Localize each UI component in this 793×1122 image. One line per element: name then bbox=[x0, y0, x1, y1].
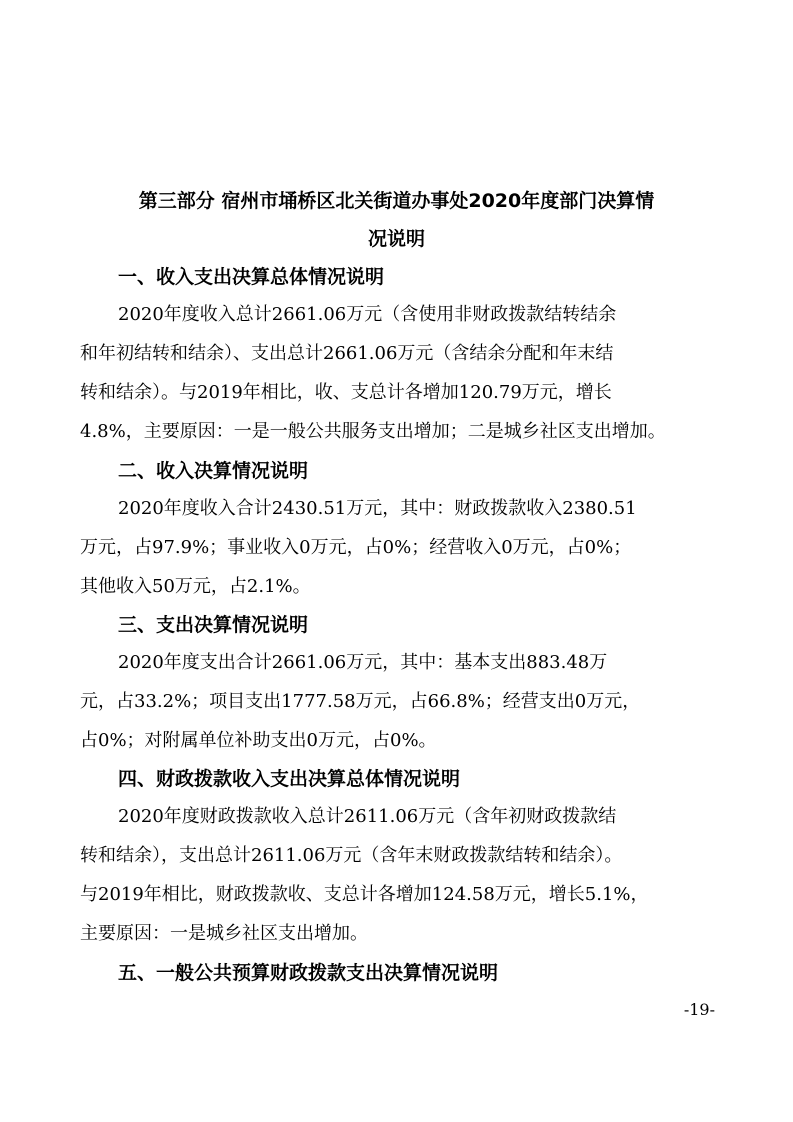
paragraph-line: 万元，占97.9%；事业收入0万元，占0%；经营收入0万元，占0%； bbox=[80, 537, 632, 558]
paragraph-line: 2020年度财政拨款收入总计2611.06万元（含年初财政拨款结 bbox=[118, 806, 617, 827]
page-number: -19- bbox=[683, 1000, 715, 1019]
paragraph-line: 4.8%，主要原因：一是一般公共服务支出增加；二是城乡社区支出增加。 bbox=[80, 421, 666, 442]
paragraph-line: 2020年度支出合计2661.06万元，其中：基本支出883.48万 bbox=[118, 652, 608, 673]
section-heading-4: 四、财政拨款收入支出决算总体情况说明 bbox=[118, 768, 461, 790]
section-heading-5: 五、一般公共预算财政拨款支出决算情况说明 bbox=[118, 962, 499, 984]
document-title-line-1: 第三部分 宿州市埇桥区北关街道办事处2020年度部门决算情 bbox=[138, 190, 655, 212]
paragraph-line: 转和结余）。与2019年相比，收、支总计各增加120.79万元，增长 bbox=[80, 382, 612, 403]
paragraph-line: 主要原因：一是城乡社区支出增加。 bbox=[80, 923, 368, 944]
paragraph-line: 占0%；对附属单位补助支出0万元，占0%。 bbox=[80, 730, 437, 751]
document-title-line-2: 况说明 bbox=[367, 228, 425, 250]
section-heading-3: 三、支出决算情况说明 bbox=[118, 614, 309, 636]
paragraph-line: 转和结余），支出总计2611.06万元（含年末财政拨款结转和结余）。 bbox=[80, 845, 623, 866]
paragraph-line: 和年初结转和结余）、支出总计2661.06万元（含结余分配和年末结 bbox=[80, 343, 614, 364]
paragraph-line: 2020年度收入总计2661.06万元（含使用非财政拨款结转结余 bbox=[118, 304, 617, 325]
section-heading-1: 一、收入支出决算总体情况说明 bbox=[118, 266, 385, 288]
paragraph-line: 元，占33.2%；项目支出1777.58万元，占66.8%；经营支出0万元， bbox=[80, 691, 641, 712]
paragraph-line: 2020年度收入合计2430.51万元，其中：财政拨款收入2380.51 bbox=[118, 498, 637, 519]
paragraph-line: 其他收入50万元，占2.1%。 bbox=[80, 576, 311, 597]
section-heading-2: 二、收入决算情况说明 bbox=[118, 460, 309, 482]
paragraph-line: 与2019年相比，财政拨款收、支总计各增加124.58万元，增长5.1%， bbox=[80, 884, 649, 905]
